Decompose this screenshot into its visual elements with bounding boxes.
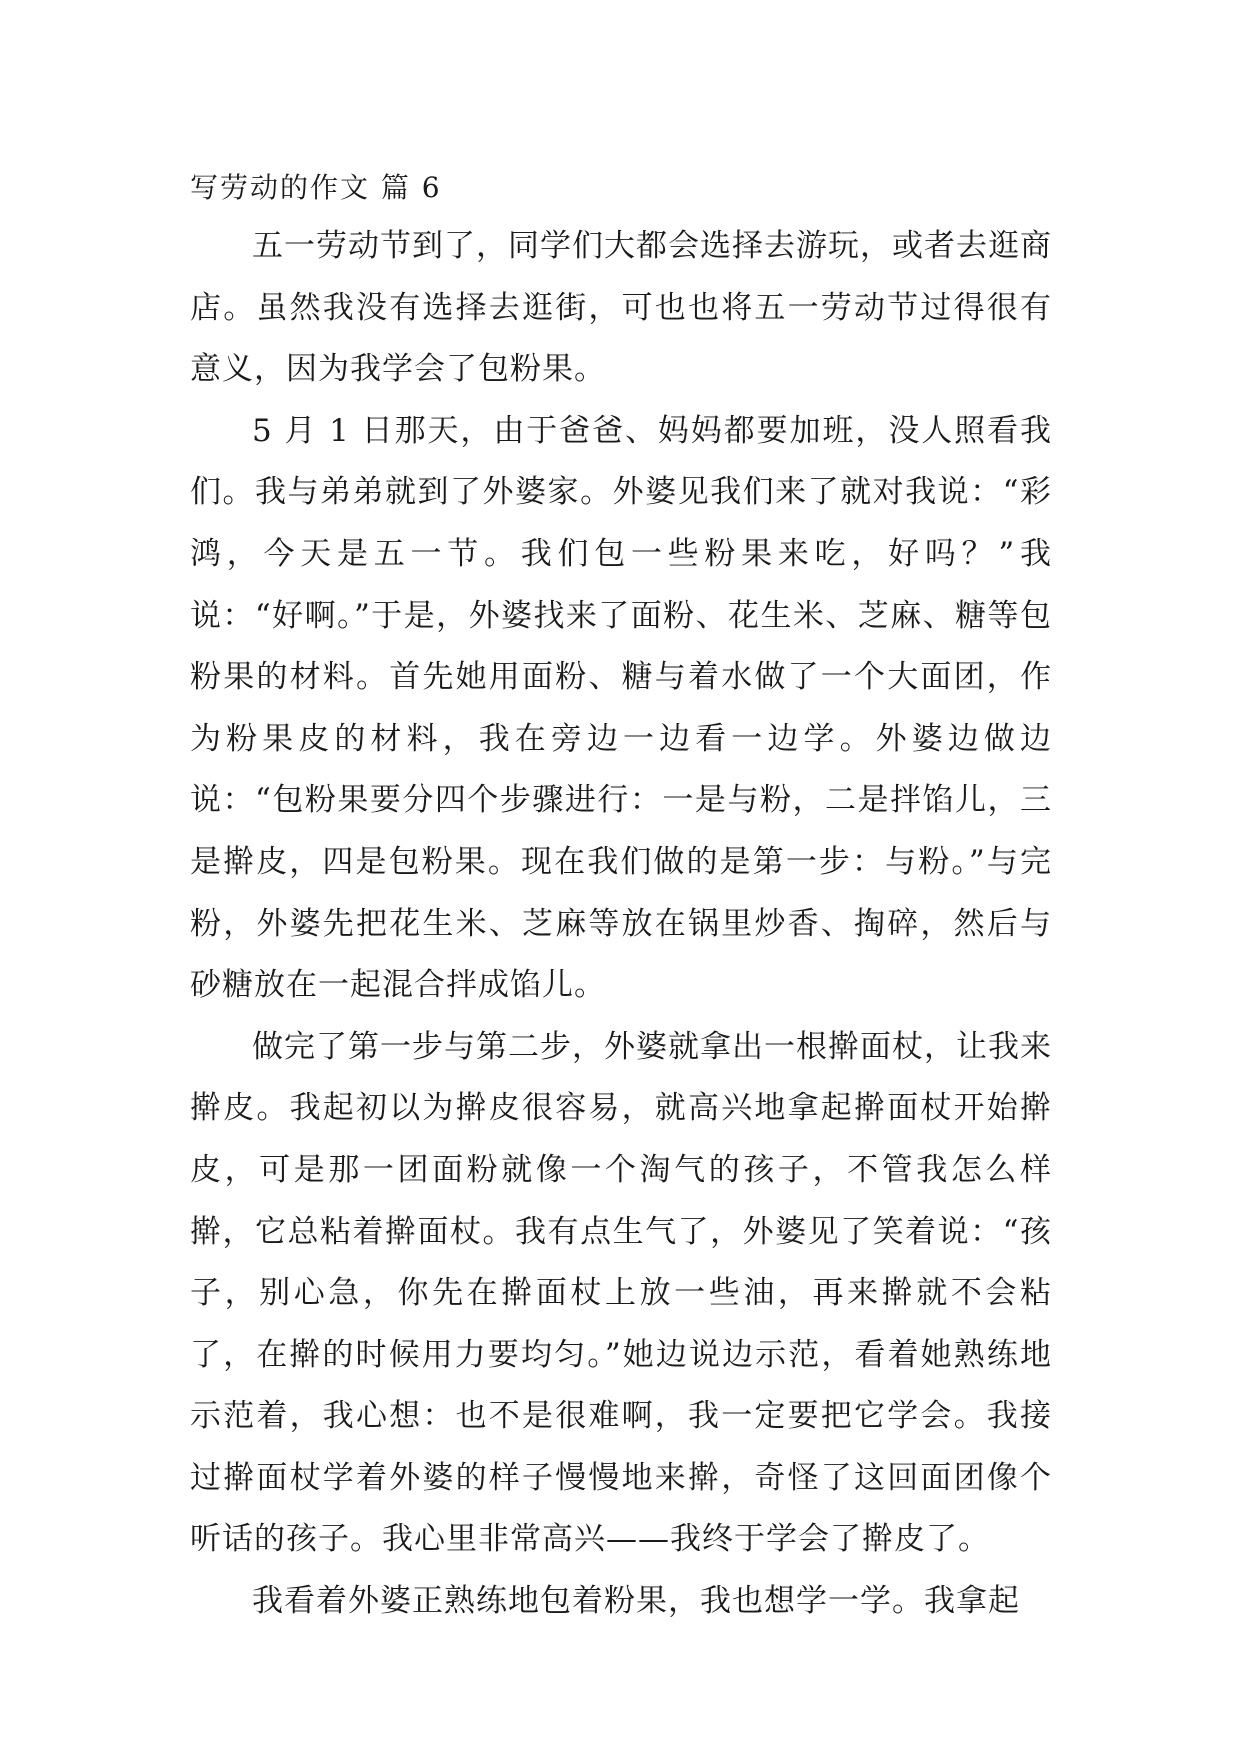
paragraph-4: 我看着外婆正熟练地包着粉果，我也想学一学。我拿起: [252, 1583, 1020, 1620]
paragraph-1: 五一劳动节到了，同学们大都会选择去游玩，或者去逛商店。虽然我没有选择去逛街，可也也将五一劳动节过得很有意义，因为我学会了包粉果。: [190, 228, 1052, 388]
paragraph-3: 做完了第一步与第二步，外婆就拿出一根擀面杖，让我来擀皮。我起初以为擀皮很容易，就高兴地拿起擀面杖开始擀皮，可是那一团面粉就像一个淘气的孩子，不管我怎么样擀，它总粘着擀面杖。我有点生气了，外婆见了笑着说：“孩子，别心急，你先在擀面杖上放一些油，再来擀就不会粘了，在擀的时候用力要均匀。”她边说边示范，看着她熟练地示范着，我心想：也不是很难啊，我一定要把它学会。我接过擀面杖学着外婆的样子慢慢地来擀，奇怪了这回面团像个听话的孩子。我心里非常高兴——我终于学会了擀皮了。: [190, 1028, 1052, 1558]
paragraph-2: 5 月 1 日那天，由于爸爸、妈妈都要加班，没人照看我们。我与弟弟就到了外婆家。外婆见我们来了就对我说：“彩鸿，今天是五一节。我们包一些粉果来吃，好吗？”我说：“好啊。”于是，外婆找来了面粉、花生米、芝麻、糖等包粉果的材料。首先她用面粉、糖与着水做了一个大面团，作为粉果皮的材料，我在旁边一边看一边学。外婆边做边说：“包粉果要分四个步骤进行：一是与粉，二是拌馅儿，三是擀皮，四是包粉果。现在我们做的是第一步：与粉。”与完粉，外婆先把花生米、芝麻等放在锅里炒香、掏碎，然后与砂糖放在一起混合拌成馅儿。: [190, 412, 1052, 1004]
essay-title: 写劳动的作文 篇 6: [190, 171, 442, 204]
document-body: [190, 160, 1052, 1633]
